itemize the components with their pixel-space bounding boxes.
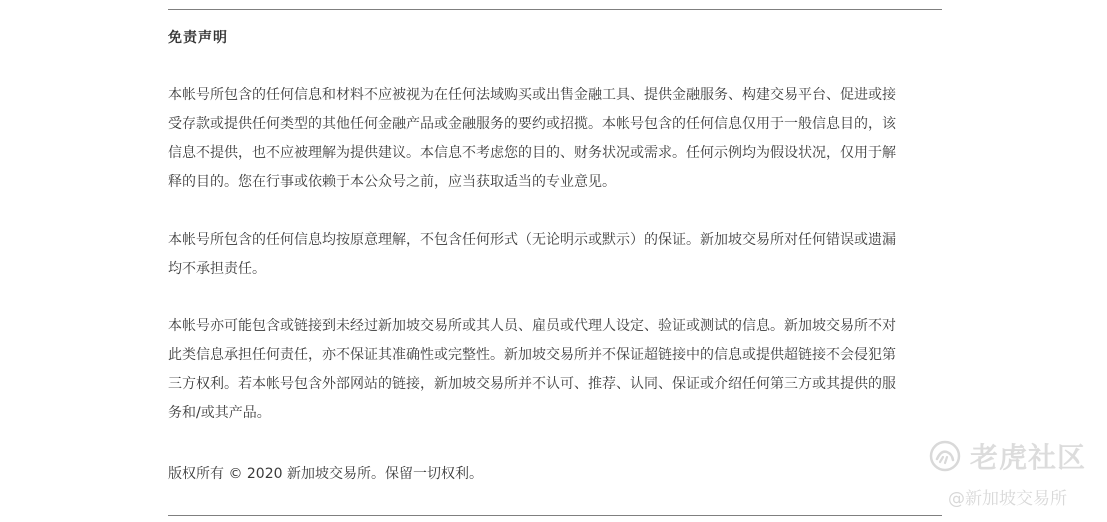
paragraph-line: 均不承担责任。 bbox=[168, 261, 266, 277]
top-divider bbox=[168, 9, 942, 10]
watermark-brand: 老虎社区 bbox=[970, 441, 1087, 474]
watermark-account: @新加坡交易所 bbox=[948, 489, 1067, 509]
paragraph-line: 务和/或其产品。 bbox=[168, 405, 271, 421]
paragraph-line: 受存款或提供任何类型的其他任何金融产品或金融服务的要约或招揽。本帐号包含的任何信息仅用于一般信息目的，该 bbox=[168, 116, 896, 132]
paragraph-line: 本帐号亦可能包含或链接到未经过新加坡交易所或其人员、雇员或代理人设定、验证或测试的信息。新加坡交易所不对 bbox=[168, 318, 896, 334]
watermark-logo bbox=[928, 436, 1086, 476]
copyright-notice: 版权所有 © 2020 新加坡交易所。保留一切权利。 bbox=[168, 466, 483, 482]
paragraph-line: 信息不提供，也不应被理解为提供建议。本信息不考虑您的目的、财务状况或需求。任何示例均为假设状况，仅用于解 bbox=[168, 145, 896, 161]
disclaimer-paragraph-3 bbox=[168, 312, 946, 428]
bottom-divider bbox=[168, 515, 942, 516]
paragraph-line: 三方权利。若本帐号包含外部网站的链接，新加坡交易所并不认可、推荐、认同、保证或介绍任何第三方或其提供的服 bbox=[168, 376, 896, 392]
paragraph-line: 本帐号所包含的任何信息和材料不应被视为在任何法域购买或出售金融工具、提供金融服务、构建交易平台、促进或接 bbox=[168, 87, 896, 103]
paragraph-line: 此类信息承担任何责任，亦不保证其准确性或完整性。新加坡交易所并不保证超链接中的信息或提供超链接不会侵犯第 bbox=[168, 347, 896, 363]
disclaimer-paragraph-2 bbox=[168, 226, 946, 284]
tiger-logo-icon bbox=[928, 439, 962, 473]
disclaimer-paragraph-1 bbox=[168, 81, 946, 197]
paragraph-line: 释的目的。您在行事或依赖于本公众号之前，应当获取适当的专业意见。 bbox=[168, 174, 616, 190]
paragraph-line: 本帐号所包含的任何信息均按原意理解，不包含任何形式（无论明示或默示）的保证。新加坡交易所对任何错误或遗漏 bbox=[168, 232, 896, 248]
disclaimer-heading: 免责声明 bbox=[168, 30, 228, 46]
